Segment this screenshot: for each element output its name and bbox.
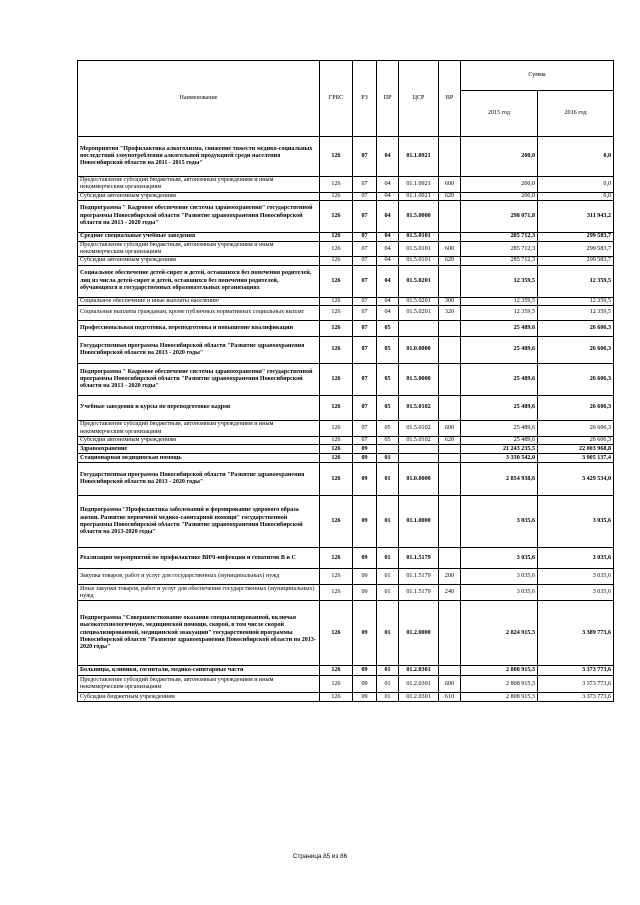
row-rz: 07 bbox=[353, 337, 377, 364]
row-sum-2015: 2 854 938,6 bbox=[461, 463, 538, 496]
row-grbs: 126 bbox=[320, 396, 353, 421]
row-csr: 01.5.0102 bbox=[399, 396, 439, 421]
row-sum-2016: 0,0 bbox=[538, 177, 614, 193]
row-grbs: 126 bbox=[320, 496, 353, 548]
row-csr: 01.1.0921 bbox=[399, 192, 439, 200]
row-csr: 01.1.5179 bbox=[399, 585, 439, 601]
header-year-2016: 2016 год bbox=[538, 91, 614, 137]
row-rz: 09 bbox=[353, 548, 377, 569]
row-pr: 05 bbox=[377, 364, 399, 396]
table-row bbox=[78, 548, 614, 569]
table-row bbox=[78, 601, 614, 666]
row-sum-2016: 3 905 137,4 bbox=[538, 454, 614, 463]
row-csr: 01.5.0102 bbox=[399, 437, 439, 445]
row-vr: 600 bbox=[439, 241, 461, 257]
row-grbs: 126 bbox=[320, 548, 353, 569]
row-vr bbox=[439, 265, 461, 297]
table-row bbox=[78, 364, 614, 396]
row-name: Профессиональная подготовка, переподготовка и повышение квалификации bbox=[78, 321, 320, 337]
row-sum-2016: 26 606,3 bbox=[538, 364, 614, 396]
row-csr: 01.1.0921 bbox=[399, 137, 439, 177]
row-pr: 01 bbox=[377, 463, 399, 496]
table-row bbox=[78, 585, 614, 601]
row-pr: 01 bbox=[377, 601, 399, 666]
row-pr bbox=[377, 445, 399, 454]
row-name: Средние специальные учебные заведения bbox=[78, 232, 320, 241]
header-sum: Сумма bbox=[461, 61, 614, 91]
row-pr: 05 bbox=[377, 421, 399, 437]
row-name: Стационарная медицинская помощь bbox=[78, 454, 320, 463]
table-row bbox=[78, 200, 614, 232]
row-rz: 07 bbox=[353, 257, 377, 265]
row-csr: 01.1.5179 bbox=[399, 569, 439, 585]
row-sum-2015: 12 359,5 bbox=[461, 265, 538, 297]
row-name: Предоставление субсидий бюджетным, автономным учреждениям и иным некоммерческим организациям bbox=[78, 421, 320, 437]
table-row bbox=[78, 496, 614, 548]
row-sum-2016: 26 606,3 bbox=[538, 321, 614, 337]
row-vr: 320 bbox=[439, 306, 461, 321]
table-header bbox=[78, 61, 614, 137]
row-grbs: 126 bbox=[320, 437, 353, 445]
row-sum-2015: 25 489,6 bbox=[461, 364, 538, 396]
header-vr: ВР bbox=[439, 61, 461, 137]
row-name: Социальные выплаты гражданам, кроме публичных нормативных социальных выплат bbox=[78, 306, 320, 321]
row-sum-2016: 26 606,3 bbox=[538, 396, 614, 421]
row-rz: 07 bbox=[353, 421, 377, 437]
table-row bbox=[78, 676, 614, 693]
row-sum-2015: 3 035,6 bbox=[461, 585, 538, 601]
row-sum-2016: 3 389 773,6 bbox=[538, 601, 614, 666]
row-grbs: 126 bbox=[320, 306, 353, 321]
row-sum-2016: 3 373 773,6 bbox=[538, 693, 614, 702]
row-name: Субсидии бюджетным учреждениям bbox=[78, 693, 320, 702]
row-name: Государственная программа Новосибирской области "Развитие здравоохранения Новосибирской области на 2013 - 2020 годы" bbox=[78, 463, 320, 496]
row-pr: 01 bbox=[377, 548, 399, 569]
row-vr: 620 bbox=[439, 192, 461, 200]
row-pr: 04 bbox=[377, 265, 399, 297]
row-sum-2016: 12 359,5 bbox=[538, 265, 614, 297]
row-sum-2016: 3 035,6 bbox=[538, 496, 614, 548]
row-rz: 07 bbox=[353, 297, 377, 305]
row-sum-2015: 2 808 915,3 bbox=[461, 666, 538, 676]
header-grbs: ГРБС bbox=[320, 61, 353, 137]
table-row bbox=[78, 666, 614, 676]
row-vr: 200 bbox=[439, 569, 461, 585]
row-csr: 01.5.0000 bbox=[399, 200, 439, 232]
header-year-2015: 2015 год bbox=[461, 91, 538, 137]
row-sum-2015: 298 071,8 bbox=[461, 200, 538, 232]
table-row bbox=[78, 257, 614, 265]
row-rz: 07 bbox=[353, 200, 377, 232]
row-csr: 01.5.0101 bbox=[399, 257, 439, 265]
row-sum-2016: 299 583,7 bbox=[538, 257, 614, 265]
row-vr bbox=[439, 445, 461, 454]
row-vr bbox=[439, 666, 461, 676]
row-grbs: 126 bbox=[320, 463, 353, 496]
row-sum-2016: 0,0 bbox=[538, 192, 614, 200]
row-sum-2015: 12 359,5 bbox=[461, 306, 538, 321]
row-sum-2016: 299 583,7 bbox=[538, 232, 614, 241]
header-name: Наименование bbox=[78, 61, 320, 137]
table-row bbox=[78, 321, 614, 337]
row-pr: 01 bbox=[377, 693, 399, 702]
table-row bbox=[78, 445, 614, 454]
table-row bbox=[78, 241, 614, 257]
row-pr: 04 bbox=[377, 306, 399, 321]
table-row bbox=[78, 337, 614, 364]
row-vr: 240 bbox=[439, 585, 461, 601]
row-sum-2015: 285 712,3 bbox=[461, 232, 538, 241]
header-csr: ЦСР bbox=[399, 61, 439, 137]
row-rz: 07 bbox=[353, 437, 377, 445]
table-row bbox=[78, 454, 614, 463]
row-grbs: 126 bbox=[320, 265, 353, 297]
row-vr bbox=[439, 137, 461, 177]
row-name: Подпрограмма " Кадровое обеспечение системы здравоохранения" государственной программы Новосибирской области "Развитие здравоохранения Новосибирской области на 2013 - 2020 годы" bbox=[78, 200, 320, 232]
row-grbs: 126 bbox=[320, 693, 353, 702]
row-sum-2015: 21 243 235,5 bbox=[461, 445, 538, 454]
table-row bbox=[78, 232, 614, 241]
table-row bbox=[78, 306, 614, 321]
row-rz: 09 bbox=[353, 601, 377, 666]
header-pr: ПР bbox=[377, 61, 399, 137]
table-row bbox=[78, 192, 614, 200]
row-rz: 09 bbox=[353, 585, 377, 601]
row-csr: 01.1.0000 bbox=[399, 496, 439, 548]
row-csr: 01.5.0201 bbox=[399, 297, 439, 305]
row-pr: 05 bbox=[377, 437, 399, 445]
row-grbs: 126 bbox=[320, 337, 353, 364]
row-rz: 09 bbox=[353, 569, 377, 585]
row-grbs: 126 bbox=[320, 676, 353, 693]
row-sum-2016: 3 429 534,0 bbox=[538, 463, 614, 496]
row-vr: 620 bbox=[439, 257, 461, 265]
row-csr: 01.2.0301 bbox=[399, 666, 439, 676]
table-body bbox=[78, 137, 614, 702]
row-grbs: 126 bbox=[320, 297, 353, 305]
row-vr: 610 bbox=[439, 693, 461, 702]
row-sum-2015: 25 489,6 bbox=[461, 321, 538, 337]
row-rz: 07 bbox=[353, 396, 377, 421]
row-rz: 09 bbox=[353, 463, 377, 496]
row-pr: 04 bbox=[377, 177, 399, 193]
row-sum-2015: 2 808 915,3 bbox=[461, 693, 538, 702]
row-name: Субсидии автономным учреждениям bbox=[78, 257, 320, 265]
row-rz: 07 bbox=[353, 177, 377, 193]
row-vr bbox=[439, 463, 461, 496]
row-grbs: 126 bbox=[320, 585, 353, 601]
row-rz: 07 bbox=[353, 321, 377, 337]
budget-table bbox=[77, 60, 614, 702]
row-grbs: 126 bbox=[320, 666, 353, 676]
row-name: Закупка товаров, работ и услуг для государственных (муниципальных) нужд bbox=[78, 569, 320, 585]
row-sum-2016: 3 035,6 bbox=[538, 569, 614, 585]
row-sum-2015: 25 489,6 bbox=[461, 421, 538, 437]
row-csr: 01.2.0000 bbox=[399, 601, 439, 666]
row-name: Здравоохранение bbox=[78, 445, 320, 454]
table-row bbox=[78, 693, 614, 702]
row-pr: 04 bbox=[377, 232, 399, 241]
row-sum-2015: 3 035,6 bbox=[461, 496, 538, 548]
row-grbs: 126 bbox=[320, 321, 353, 337]
row-pr: 04 bbox=[377, 200, 399, 232]
table-row bbox=[78, 396, 614, 421]
row-sum-2016: 26 606,3 bbox=[538, 437, 614, 445]
row-sum-2016: 12 359,5 bbox=[538, 297, 614, 305]
row-vr bbox=[439, 496, 461, 548]
row-sum-2015: 25 489,6 bbox=[461, 337, 538, 364]
row-csr: 01.5.0102 bbox=[399, 421, 439, 437]
row-rz: 09 bbox=[353, 454, 377, 463]
row-name: Мероприятия "Профилактика алкоголизма, снижение тяжести медико-социальных последствий злоупотребления алкогольной продукцией среди населения Новосибирской области на 2011 - 2015 годы" bbox=[78, 137, 320, 177]
row-sum-2015: 200,0 bbox=[461, 192, 538, 200]
row-csr: 01.2.0301 bbox=[399, 676, 439, 693]
row-pr: 01 bbox=[377, 454, 399, 463]
row-vr: 600 bbox=[439, 676, 461, 693]
row-sum-2016: 3 373 773,6 bbox=[538, 666, 614, 676]
row-sum-2016: 3 373 773,6 bbox=[538, 676, 614, 693]
table-row bbox=[78, 437, 614, 445]
row-vr bbox=[439, 454, 461, 463]
row-csr bbox=[399, 445, 439, 454]
row-sum-2016: 299 583,7 bbox=[538, 241, 614, 257]
row-sum-2016: 12 359,5 bbox=[538, 306, 614, 321]
row-pr: 04 bbox=[377, 257, 399, 265]
row-name: Субсидии автономным учреждениям bbox=[78, 192, 320, 200]
table-row bbox=[78, 265, 614, 297]
row-name: Предоставление субсидий бюджетным, автономным учреждениям и иным некоммерческим организациям bbox=[78, 241, 320, 257]
row-name: Подпрограмма "Совершенствование оказания специализированной, включая высокотехнологичную, медицинской помощи, скорой, в том числе скорой специализированной, медицинской эвакуации" государственной программы Новосибирской области "Развитие здравоохранения Новосибирской области на 2013-2020 годы" bbox=[78, 601, 320, 666]
row-csr: 01.1.0921 bbox=[399, 177, 439, 193]
row-csr: 01.5.0201 bbox=[399, 265, 439, 297]
row-rz: 09 bbox=[353, 445, 377, 454]
row-grbs: 126 bbox=[320, 445, 353, 454]
row-sum-2015: 200,0 bbox=[461, 177, 538, 193]
row-pr: 05 bbox=[377, 321, 399, 337]
row-pr: 01 bbox=[377, 585, 399, 601]
row-rz: 09 bbox=[353, 496, 377, 548]
row-vr: 300 bbox=[439, 297, 461, 305]
table-row bbox=[78, 137, 614, 177]
row-vr bbox=[439, 337, 461, 364]
row-sum-2016: 311 943,2 bbox=[538, 200, 614, 232]
row-name: Предоставление субсидий бюджетным, автономным учреждениям и иным некоммерческим организациям bbox=[78, 177, 320, 193]
row-vr bbox=[439, 232, 461, 241]
row-rz: 07 bbox=[353, 192, 377, 200]
row-name: Субсидии автономным учреждениям bbox=[78, 437, 320, 445]
row-vr bbox=[439, 548, 461, 569]
row-grbs: 126 bbox=[320, 421, 353, 437]
row-pr: 05 bbox=[377, 396, 399, 421]
row-csr: 01.5.0000 bbox=[399, 364, 439, 396]
row-rz: 09 bbox=[353, 676, 377, 693]
row-sum-2015: 12 359,5 bbox=[461, 297, 538, 305]
row-pr: 01 bbox=[377, 666, 399, 676]
row-rz: 07 bbox=[353, 241, 377, 257]
row-sum-2016: 26 606,3 bbox=[538, 337, 614, 364]
row-sum-2015: 25 489,6 bbox=[461, 437, 538, 445]
row-pr: 01 bbox=[377, 496, 399, 548]
row-name: Предоставление субсидий бюджетным, автономным учреждениям и иным некоммерческим организациям bbox=[78, 676, 320, 693]
row-name: Иные закупки товаров, работ и услуг для обеспечения государственных (муниципальных) нужд bbox=[78, 585, 320, 601]
page-footer: Страница 85 из 86 bbox=[292, 853, 348, 860]
row-rz: 09 bbox=[353, 693, 377, 702]
row-csr: 01.1.5179 bbox=[399, 548, 439, 569]
row-sum-2015: 25 489,6 bbox=[461, 396, 538, 421]
row-sum-2015: 3 330 542,0 bbox=[461, 454, 538, 463]
row-sum-2015: 3 035,6 bbox=[461, 548, 538, 569]
row-rz: 07 bbox=[353, 232, 377, 241]
row-csr: 01.0.0000 bbox=[399, 337, 439, 364]
row-grbs: 126 bbox=[320, 232, 353, 241]
row-pr: 01 bbox=[377, 676, 399, 693]
row-sum-2016: 22 003 968,8 bbox=[538, 445, 614, 454]
row-name: Социальное обеспечение и иные выплаты населению bbox=[78, 297, 320, 305]
table-row bbox=[78, 421, 614, 437]
row-pr: 04 bbox=[377, 137, 399, 177]
row-grbs: 126 bbox=[320, 192, 353, 200]
row-csr bbox=[399, 454, 439, 463]
row-csr bbox=[399, 321, 439, 337]
row-rz: 07 bbox=[353, 306, 377, 321]
row-grbs: 126 bbox=[320, 601, 353, 666]
row-name: Социальное обеспечение детей-сирот и детей, оставшихся без попечения родителей, лиц из числа детей-сирот и детей, оставшихся без попечения родителей, обучающихся в государственных образовательных организациях bbox=[78, 265, 320, 297]
row-csr: 01.5.0201 bbox=[399, 306, 439, 321]
row-rz: 07 bbox=[353, 364, 377, 396]
row-vr: 600 bbox=[439, 421, 461, 437]
row-sum-2016: 3 035,6 bbox=[538, 548, 614, 569]
row-vr bbox=[439, 364, 461, 396]
row-sum-2015: 3 035,6 bbox=[461, 569, 538, 585]
row-vr: 600 bbox=[439, 177, 461, 193]
table-row bbox=[78, 569, 614, 585]
table-row bbox=[78, 463, 614, 496]
row-sum-2016: 3 035,6 bbox=[538, 585, 614, 601]
row-grbs: 126 bbox=[320, 241, 353, 257]
row-vr bbox=[439, 200, 461, 232]
row-grbs: 126 bbox=[320, 137, 353, 177]
row-vr bbox=[439, 396, 461, 421]
row-rz: 07 bbox=[353, 137, 377, 177]
row-rz: 07 bbox=[353, 265, 377, 297]
row-name: Подпрограмма " Кадровое обеспечение системы здравоохранения" государственной программы Новосибирской области "Развитие здравоохранения Новосибирской области на 2013 - 2020 годы" bbox=[78, 364, 320, 396]
row-pr: 05 bbox=[377, 337, 399, 364]
row-sum-2016: 26 606,3 bbox=[538, 421, 614, 437]
row-grbs: 126 bbox=[320, 177, 353, 193]
row-sum-2015: 200,0 bbox=[461, 137, 538, 177]
row-vr: 620 bbox=[439, 437, 461, 445]
table-row bbox=[78, 177, 614, 193]
row-sum-2015: 2 824 915,3 bbox=[461, 601, 538, 666]
table-row bbox=[78, 297, 614, 305]
row-csr: 01.0.0000 bbox=[399, 463, 439, 496]
row-vr bbox=[439, 321, 461, 337]
row-sum-2015: 285 712,3 bbox=[461, 257, 538, 265]
row-sum-2015: 2 808 915,3 bbox=[461, 676, 538, 693]
row-name: Подпрограмма "Профилактика заболеваний и формирование здорового образа жизни. Развитие первичной медико-санитарной помощи" государственной программы Новосибирской области "Развитие здравоохранения Новосибирской области на 2013-2020 годы" bbox=[78, 496, 320, 548]
row-name: Государственная программа Новосибирской области "Развитие здравоохранения Новосибирской области на 2013 - 2020 годы" bbox=[78, 337, 320, 364]
row-pr: 04 bbox=[377, 192, 399, 200]
row-pr: 01 bbox=[377, 569, 399, 585]
row-pr: 04 bbox=[377, 297, 399, 305]
row-grbs: 126 bbox=[320, 257, 353, 265]
row-vr bbox=[439, 601, 461, 666]
row-grbs: 126 bbox=[320, 569, 353, 585]
row-name: Учебные заведения и курсы по переподготовке кадров bbox=[78, 396, 320, 421]
row-sum-2016: 0,0 bbox=[538, 137, 614, 177]
row-sum-2015: 285 712,3 bbox=[461, 241, 538, 257]
row-grbs: 126 bbox=[320, 200, 353, 232]
row-name: Больницы, клиники, госпитали, медико-санитарные части bbox=[78, 666, 320, 676]
row-csr: 01.2.0301 bbox=[399, 693, 439, 702]
row-grbs: 126 bbox=[320, 454, 353, 463]
row-rz: 09 bbox=[353, 666, 377, 676]
header-rz: РЗ bbox=[353, 61, 377, 137]
row-name: Реализация мероприятий по профилактике ВИЧ-инфекции и гепатитов В и С bbox=[78, 548, 320, 569]
row-csr: 01.5.0101 bbox=[399, 232, 439, 241]
row-csr: 01.5.0101 bbox=[399, 241, 439, 257]
row-grbs: 126 bbox=[320, 364, 353, 396]
row-pr: 04 bbox=[377, 241, 399, 257]
